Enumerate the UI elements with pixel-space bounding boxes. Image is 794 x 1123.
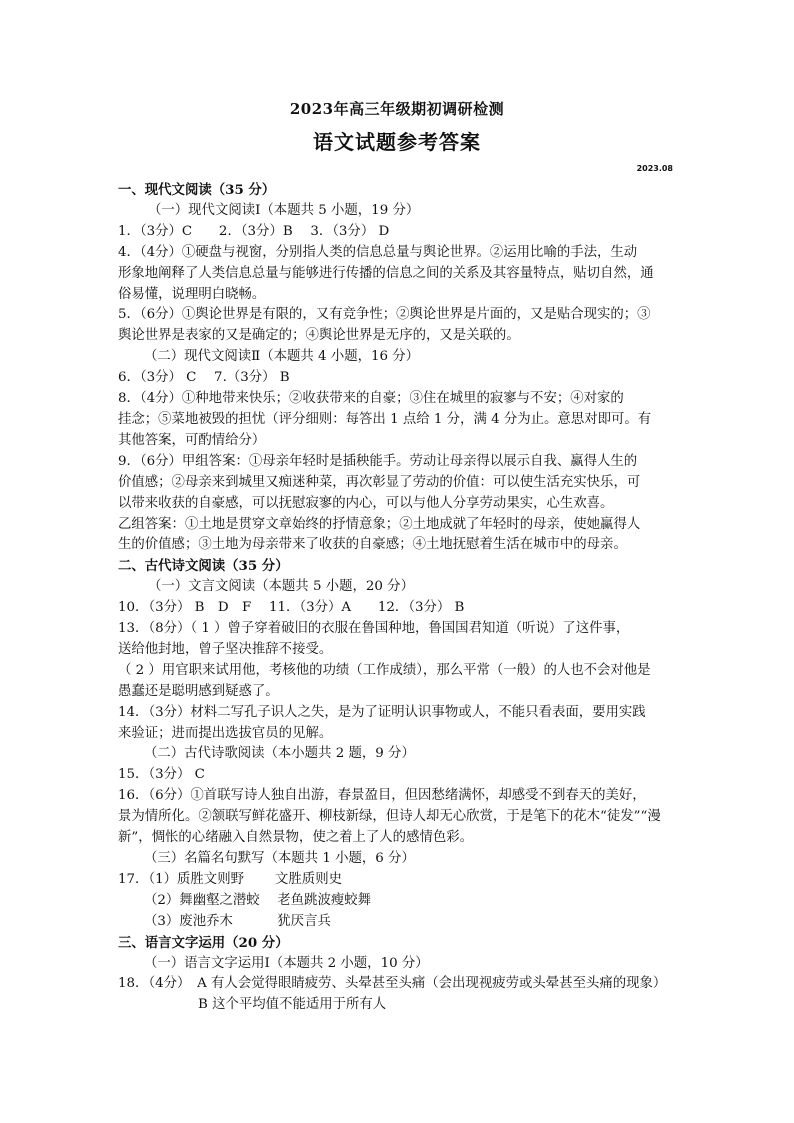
answer-line: 10．（3分） B D F 11．（3分）A 12．（3分） B bbox=[118, 600, 465, 616]
answer-line: 舆论世界是表家的又是确定的；④舆论世界是无序的，又是关联的。 bbox=[118, 328, 520, 344]
answer-line: 其他答案，可酌情给分） bbox=[118, 432, 266, 448]
answer-line: 6．（3分） C 7.（3分） B bbox=[118, 370, 290, 386]
answer-line: 16．（6分）①首联写诗人独自出游，春景盈目，但因愁绪满怀，却感受不到春天的美好， bbox=[118, 788, 646, 804]
answer-line: （3）废池乔木 犹厌言兵 bbox=[144, 913, 331, 929]
document-date: 2023.08 bbox=[636, 164, 673, 173]
answer-line: 以带来收获的自豪感，可以抚慰寂寥的内心，可以与他人分享劳动果实，心生欢喜。 bbox=[118, 495, 614, 511]
answer-line: （2）舞幽壑之潜蛟 老鱼跳波瘦蛟舞 bbox=[144, 892, 372, 908]
subsection-heading: （二）现代文阅读Ⅱ（本题共 4 小题，16 分） bbox=[144, 349, 420, 365]
subsection-heading: （一）语言文字运用Ⅰ（本题共 2 小题，10 分） bbox=[144, 955, 429, 971]
answer-line: 5．（6分）①舆论世界是有限的，又有竞争性；②舆论世界是片面的，又是贴合现实的；③ bbox=[118, 307, 651, 323]
answer-line: 13．（8分）（ 1 ）曾子穿着破旧的衣服在鲁国种地，鲁国国君知道（听说）了这件事， bbox=[118, 621, 630, 637]
answer-line: 形象地阐释了人类信息总量与能够进行传播的信息之间的关系及其容量特点，贴切自然，通 bbox=[118, 265, 654, 281]
answer-line: 17．（1）质胜文则野 文胜质则史 bbox=[118, 871, 342, 887]
answer-line: （ 2 ）用官职来试用他，考核他的功绩（工作成绩），那么平常（一般）的人也不会对他是 bbox=[118, 662, 651, 678]
document-title: 语文试题参考答案 bbox=[313, 130, 481, 154]
answer-line: 15．（3分） C bbox=[118, 767, 205, 783]
subsection-heading: （一）现代文阅读Ⅰ（本题共 5 小题，19 分） bbox=[148, 202, 420, 218]
answer-line: 挂念；⑤菜地被毁的担忧（评分细则：每答出 1 点给 1 分，满 4 分为止。意思对即可。有 bbox=[118, 411, 652, 427]
subsection-heading: （一）文言文阅读（本题共 5 小题，20 分） bbox=[148, 579, 414, 595]
answer-line: B 这个平均值不能适用于所有人 bbox=[198, 997, 387, 1013]
answer-line: 景为情所化。②颔联写鲜花盛开、柳枝新绿，但诗人却无心欣赏，于是笔下的花木“徒发”“漫 bbox=[118, 809, 661, 825]
answer-line: 乙组答案：①土地是贯穿文章始终的抒情意象；②土地成就了年轻时的母亲，使她赢得人 bbox=[118, 516, 641, 532]
answer-line: 14．（3分）材料二写孔子识人之失，是为了证明认识事物或人，不能只看表面，要用实践 bbox=[118, 704, 646, 720]
answer-line: 4．（4分）①硬盘与视窗，分别指人类的信息总量与舆论世界。②运用比喻的手法，生动 bbox=[118, 244, 638, 260]
answer-line: 俗易懂，说理明白晓畅。 bbox=[118, 286, 266, 302]
answer-line: 9．（6分）甲组答案：①母亲年轻时是插秧能手。劳动让母亲得以展示自我、赢得人生的 bbox=[118, 453, 638, 469]
answer-line: 生的价值感；③土地为母亲带来了收获的自豪感；④土地抚慰着生活在城市中的母亲。 bbox=[118, 537, 627, 553]
answer-line: 18．（4分） A 有人会觉得眼睛疲劳、头晕甚至头痛（会出现视疲劳或头晕甚至头痛的现象） bbox=[118, 976, 667, 992]
answer-line: 价值感；②母亲来到城里又痴迷种菜，再次彰显了劳动的价值：可以使生活充实快乐，可 bbox=[118, 474, 641, 490]
answer-line: 来验证；进而提出选拔官员的见解。 bbox=[118, 725, 333, 741]
subsection-heading: （二）古代诗歌阅读（本小题共 2 题，9 分） bbox=[144, 746, 415, 762]
answer-line: 送给他封地，曾子坚决推辞不接受。 bbox=[118, 641, 333, 657]
answer-content bbox=[118, 180, 694, 1016]
answer-line: 8．（4分）①种地带来快乐；②收获带来的自豪；③住在城里的寂寥与不安；④对家的 bbox=[118, 391, 624, 407]
answer-line: 1．（3分）C 2．（3分）B 3．（3分） D bbox=[118, 223, 390, 239]
answer-line: 愚蠢还是聪明感到疑惑了。 bbox=[118, 683, 279, 699]
subsection-heading: （三）名篇名句默写（本题共 1 小题，6 分） bbox=[144, 851, 415, 866]
section-heading-modern-reading: 一、现代文阅读（35 分） bbox=[118, 182, 276, 198]
exam-title: 2023年高三年级期初调研检测 bbox=[289, 100, 505, 118]
answer-line: 新”，惆怅的心绪融入自然景物，使之着上了人的感情色彩。 bbox=[118, 830, 473, 846]
section-heading-language-use: 三、语言文字运用（20 分） bbox=[118, 934, 289, 951]
section-heading-classical-reading: 二、古代诗文阅读（35 分） bbox=[118, 558, 289, 575]
